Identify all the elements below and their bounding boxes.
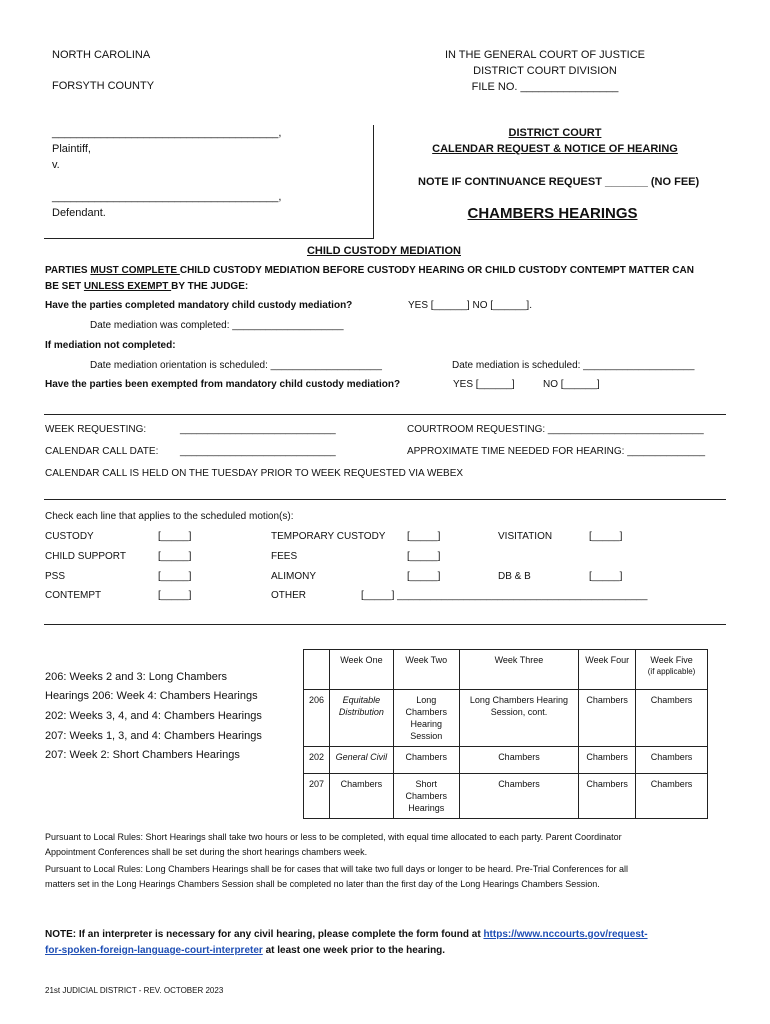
section-divider (44, 499, 726, 500)
mediation-scheduled-date-field[interactable]: Date mediation is scheduled: ____________________ (452, 360, 695, 371)
db-b-checkbox[interactable]: [_____] (589, 571, 623, 582)
table-cell: 206 (304, 690, 330, 747)
section-divider (44, 414, 726, 415)
county-label: FORSYTH COUNTY (52, 80, 155, 92)
interpreter-note-line1: NOTE: If an interpreter is necessary for any civil hearing, please complete the form found at https://www.nccourts.gov/request- (45, 929, 648, 940)
mediation-completed-question: Have the parties completed mandatory child custody mediation? (45, 300, 353, 311)
continuance-request-field[interactable]: NOTE IF CONTINUANCE REQUEST _______ (NO FEE) (418, 176, 700, 188)
table-cell: Chambers (636, 774, 708, 819)
table-cell: 207 (304, 774, 330, 819)
state-label: NORTH CAROLINA (52, 49, 151, 61)
if-not-completed-label: If mediation not completed: (45, 340, 176, 351)
section-divider (44, 624, 726, 625)
mediation-exempt-question: Have the parties been exempted from mandatory child custody mediation? (45, 379, 401, 390)
pss-label: PSS (45, 571, 66, 582)
table-header-week-one: Week One (329, 650, 393, 690)
table-cell: Chambers (329, 774, 393, 819)
motions-instruction: Check each line that applies to the scheduled motion(s): (45, 511, 294, 522)
court-name: IN THE GENERAL COURT OF JUSTICE (444, 49, 646, 61)
mediation-requirement-line1: PARTIES MUST COMPLETE CHILD CUSTODY MEDIATION BEFORE CUSTODY HEARING OR CHILD CUSTODY CONTEMPT MATTER CAN (45, 265, 694, 276)
table-row (304, 747, 708, 774)
temporary-custody-checkbox[interactable]: [_____] (407, 531, 441, 542)
table-cell: Chambers (393, 747, 459, 774)
table-row (304, 690, 708, 747)
fees-checkbox[interactable]: [_____] (407, 551, 441, 562)
week-requesting-field[interactable]: ____________________________ (180, 424, 336, 435)
week-five-note: (if applicable) (647, 667, 696, 676)
local-rule-long-hearings: Pursuant to Local Rules: Long Chambers Hearings shall be for cases that will take two full days or longer to be heard. Pre-Trial Conferences for all (45, 864, 628, 874)
week-requesting-label: WEEK REQUESTING: (45, 424, 147, 435)
child-support-label: CHILD SUPPORT (45, 551, 126, 562)
table-cell: Chambers (459, 774, 579, 819)
other-label: OTHER (271, 590, 306, 601)
table-header-week-two: Week Two (393, 650, 459, 690)
defendant-name-field[interactable]: _____________________________________, (52, 191, 282, 203)
chambers-hearings-title: CHAMBERS HEARINGS (467, 205, 638, 222)
table-cell: Chambers (459, 747, 579, 774)
table-cell: Chambers (636, 747, 708, 774)
mediation-completed-date-field[interactable]: Date mediation was completed: ____________________ (90, 320, 344, 331)
table-cell: Equitable Distribution (329, 690, 393, 747)
local-rule-long-hearings-cont: matters set in the Long Hearings Chambers Session shall be completed no later than the first day of the Long Hearings Chambers Session. (45, 879, 600, 889)
fees-label: FEES (271, 551, 298, 562)
mediation-completed-answer[interactable]: YES [______] NO [______]. (408, 300, 532, 311)
interpreter-form-link-cont[interactable]: for-spoken-foreign-language-court-interpreter (45, 945, 263, 956)
schedule-note: 202: Weeks 3, 4, and 4: Chambers Hearings (45, 710, 262, 722)
orientation-date-field[interactable]: Date mediation orientation is scheduled: ____________________ (90, 360, 382, 371)
schedule-note: 207: Week 2: Short Chambers Hearings (45, 749, 240, 761)
webex-notice: CALENDAR CALL IS HELD ON THE TUESDAY PRIOR TO WEEK REQUESTED VIA WEBEX (45, 468, 464, 479)
interpreter-note-line2: for-spoken-foreign-language-court-interpreter at least one week prior to the hearing. (45, 945, 446, 956)
exempt-no-field[interactable]: NO [______] (543, 379, 600, 390)
table-cell: 202 (304, 747, 330, 774)
table-header-week-three: Week Three (459, 650, 579, 690)
schedule-note: 206: Weeks 2 and 3: Long Chambers (45, 671, 228, 683)
form-title-court: DISTRICT COURT (508, 127, 602, 139)
plaintiff-label: Plaintiff, (52, 143, 91, 155)
versus-label: v. (52, 159, 60, 171)
custody-label: CUSTODY (45, 531, 94, 542)
local-rule-short-hearings: Pursuant to Local Rules: Short Hearings shall take two hours or less to be completed, with equal time allocated to each party. Parent Coordinator (45, 832, 622, 842)
db-b-label: DB & B (498, 571, 531, 582)
pss-checkbox[interactable]: [_____] (158, 571, 192, 582)
footer-revision: 21st JUDICIAL DISTRICT - REV. OCTOBER 2023 (45, 986, 224, 995)
plaintiff-name-field[interactable]: _____________________________________, (52, 127, 282, 139)
visitation-checkbox[interactable]: [_____] (589, 531, 623, 542)
caption-divider-horizontal (44, 238, 373, 239)
calendar-call-date-label: CALENDAR CALL DATE: (45, 446, 159, 457)
table-row (304, 774, 708, 819)
week-five-label: Week Five (650, 655, 693, 665)
table-cell: Short Chambers Hearings (393, 774, 459, 819)
schedule-note: Hearings 206: Week 4: Chambers Hearings (45, 690, 258, 702)
contempt-checkbox[interactable]: [_____] (158, 590, 192, 601)
defendant-label: Defendant. (52, 207, 106, 219)
table-header-week-five (636, 650, 708, 690)
table-cell: Long Chambers Hearing Session, cont. (459, 690, 579, 747)
other-field[interactable]: [_____] _____________________________________________ (361, 590, 648, 601)
mediation-requirement-line2: BE SET UNLESS EXEMPT BY THE JUDGE: (45, 281, 249, 292)
form-title: CALENDAR REQUEST & NOTICE OF HEARING (432, 143, 678, 155)
table-cell: Long Chambers Hearing Session (393, 690, 459, 747)
child-support-checkbox[interactable]: [_____] (158, 551, 192, 562)
mediation-heading: CHILD CUSTODY MEDIATION (306, 245, 461, 257)
alimony-label: ALIMONY (271, 571, 317, 582)
alimony-checkbox[interactable]: [_____] (407, 571, 441, 582)
table-cell: General Civil (329, 747, 393, 774)
custody-checkbox[interactable]: [_____] (158, 531, 192, 542)
schedule-note: 207: Weeks 1, 3, and 4: Chambers Hearings (45, 730, 262, 742)
visitation-label: VISITATION (498, 531, 553, 542)
approx-time-field[interactable]: APPROXIMATE TIME NEEDED FOR HEARING: ______________ (407, 446, 706, 457)
file-number-field[interactable]: FILE NO. ________________ (471, 81, 619, 93)
table-cell: Chambers (579, 774, 636, 819)
table-cell: Chambers (579, 747, 636, 774)
table-cell: Chambers (636, 690, 708, 747)
week-schedule-table (303, 649, 708, 819)
table-cell: Chambers (579, 690, 636, 747)
court-division: DISTRICT COURT DIVISION (473, 65, 617, 77)
temporary-custody-label: TEMPORARY CUSTODY (271, 531, 386, 542)
interpreter-form-link[interactable]: https://www.nccourts.gov/request- (483, 929, 648, 940)
exempt-yes-field[interactable]: YES [______] (453, 379, 515, 390)
table-header-empty (304, 650, 330, 690)
contempt-label: CONTEMPT (45, 590, 102, 601)
table-header-week-four: Week Four (579, 650, 636, 690)
courtroom-requesting-field[interactable]: COURTROOM REQUESTING: ____________________________ (407, 424, 704, 435)
local-rule-short-hearings-cont: Appointment Conferences shall be set during the short hearings chambers week. (45, 847, 368, 857)
caption-divider-vertical (373, 125, 374, 239)
calendar-call-date-field[interactable]: ____________________________ (180, 446, 336, 457)
